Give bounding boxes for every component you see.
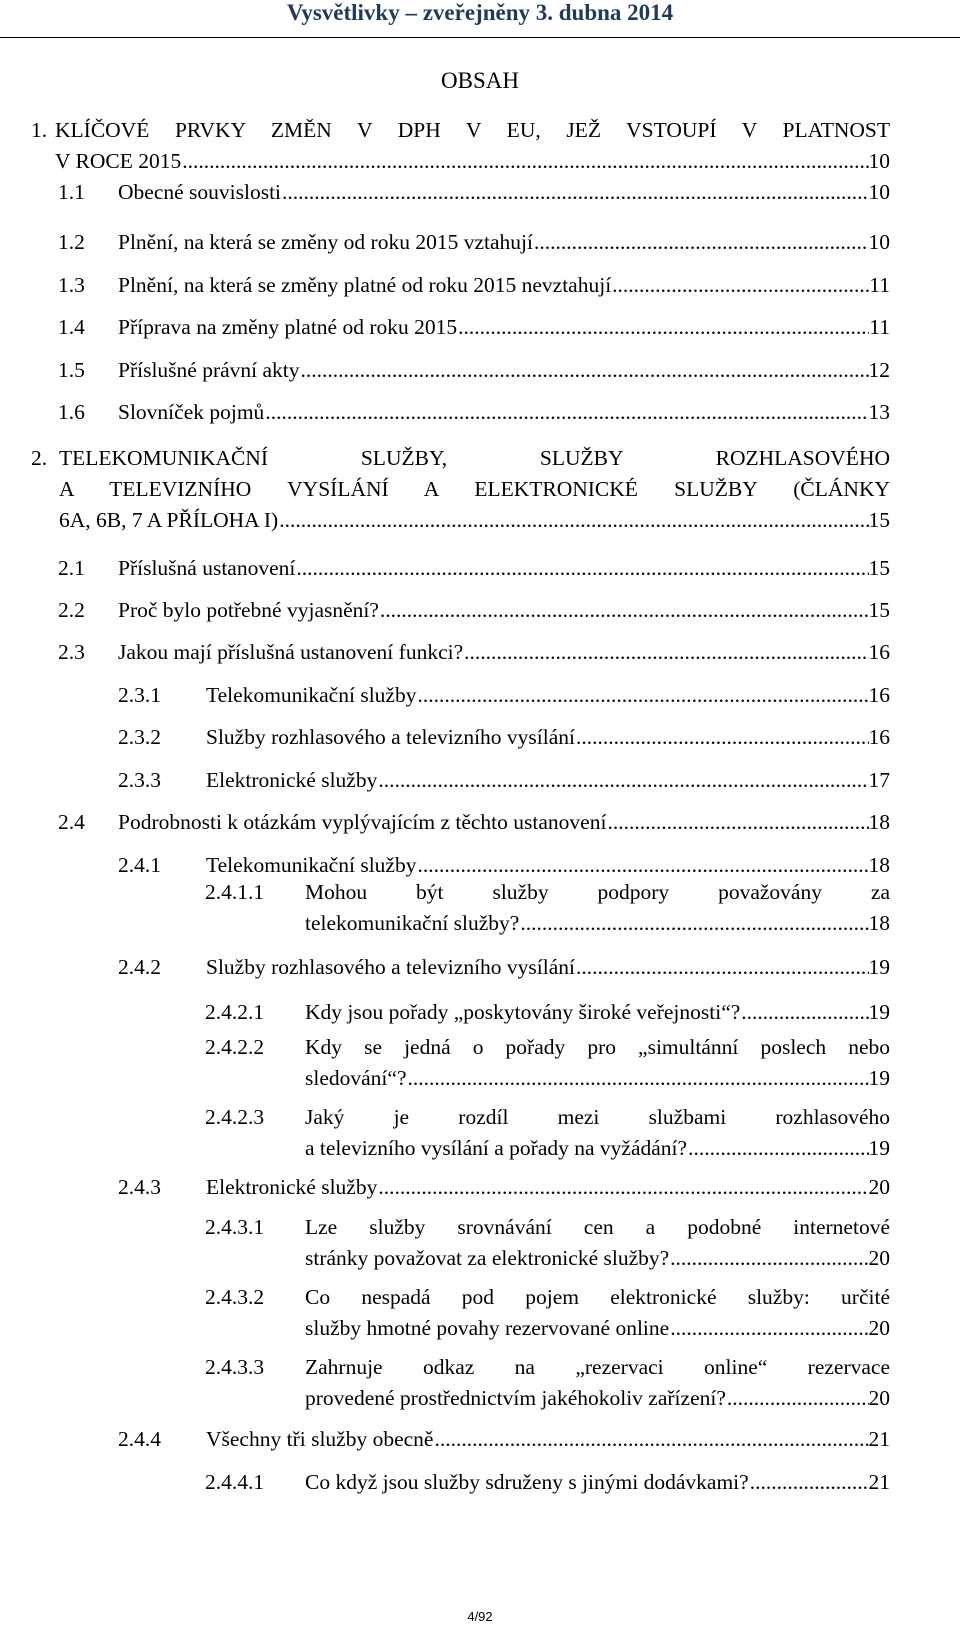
toc-entry-body (118, 807, 890, 838)
toc-page-number: 19 (868, 1136, 890, 1160)
toc-entry-number: 1.5 (58, 358, 85, 382)
toc-entry-last-line (206, 765, 890, 796)
toc-entry[interactable] (58, 637, 890, 668)
toc-entry-title: Služby rozhlasového a televizního vysílání (206, 725, 575, 749)
toc-entry-last-line (305, 1243, 890, 1274)
toc-entry-title: stránky považovat za elektronické služby? (305, 1246, 670, 1270)
toc-page-number: 20 (868, 1316, 890, 1340)
toc-entry[interactable] (31, 443, 890, 536)
toc-entry-last-line (118, 553, 890, 584)
toc-entry-body (118, 312, 890, 343)
toc-entry[interactable] (58, 355, 890, 386)
toc-dot-leader (416, 680, 868, 711)
toc-entry-body (118, 270, 890, 301)
toc-page-number: 11 (869, 273, 890, 297)
toc-entry-body (118, 397, 890, 428)
toc-entry-last-line (305, 908, 890, 939)
toc-entry-number: 2.4.3.3 (205, 1355, 265, 1379)
toc-entry-number: 1.3 (58, 273, 85, 297)
toc-dot-leader (407, 1063, 869, 1094)
toc-entry-number: 2.4.2 (118, 955, 161, 979)
toc-entry[interactable] (58, 177, 890, 208)
toc-dot-leader (611, 270, 869, 301)
toc-entry-title: Proč bylo potřebné vyjasnění? (118, 598, 379, 622)
toc-entry-title: Kdy jsou pořady „poskytovány široké veřejnosti“? (305, 1000, 741, 1024)
toc-entry-number: 2.4.2.2 (205, 1035, 265, 1059)
toc-entry-body (305, 1212, 890, 1274)
toc-entry-body (305, 1102, 890, 1164)
toc-entry-last-line (305, 1063, 890, 1094)
toc-entry-body (118, 227, 890, 258)
toc-entry-last-line (206, 722, 890, 753)
toc-entry-title: Příslušné právní akty (118, 358, 300, 382)
toc-entry-number: 1. (31, 118, 48, 142)
toc-entry-last-line (206, 952, 890, 983)
toc-entry-number: 2.4.2.1 (205, 1000, 265, 1024)
toc-entry-number: 2.3.3 (118, 768, 161, 792)
toc-entry[interactable] (205, 1032, 890, 1094)
toc-entry-last-line (118, 227, 890, 258)
toc-entry-last-line (55, 146, 890, 177)
toc-entry-body (206, 680, 890, 711)
toc-entry-number: 2.3 (58, 640, 85, 664)
toc-entry-last-line (206, 1424, 890, 1455)
toc-entry-title: Podrobnosti k otázkám vyplývajícím z těchto ustanovení (118, 810, 607, 834)
toc-entry-body (305, 1467, 890, 1498)
toc-page-number: 20 (868, 1246, 890, 1270)
toc-entry-title: Jakou mají příslušná ustanovení funkci? (118, 640, 464, 664)
toc-entry-line: Lze služby srovnávání cen a podobné internetové (305, 1215, 890, 1239)
toc-entry-last-line (305, 1313, 890, 1344)
toc-page-number: 16 (868, 725, 890, 749)
toc-entry[interactable] (205, 1102, 890, 1164)
toc-entry-title: Obecné souvislosti (118, 180, 282, 204)
toc-entry-last-line (305, 997, 890, 1028)
toc-dot-leader (669, 1243, 868, 1274)
toc-entry-body (59, 443, 890, 536)
toc-page-number: 12 (868, 358, 890, 382)
toc-entry-body (305, 1032, 890, 1094)
toc-entry[interactable] (205, 997, 890, 1028)
toc-entry-last-line (305, 1133, 890, 1164)
toc-page-number: 18 (868, 810, 890, 834)
toc-entry-line: TELEKOMUNIKAČNÍ SLUŽBY, SLUŽBY ROZHLASOVÉHO (59, 446, 890, 470)
toc-dot-leader (687, 1133, 868, 1164)
toc-entry-body (305, 1352, 890, 1414)
toc-entry-body (118, 637, 890, 668)
toc-entry-body (206, 1172, 890, 1203)
toc-entry-last-line (118, 270, 890, 301)
toc-page-number: 15 (868, 556, 890, 580)
toc-page-number: 19 (868, 1000, 890, 1024)
toc-entry[interactable] (58, 397, 890, 428)
toc-page-number: 19 (868, 1066, 890, 1090)
toc-entry-body (305, 1282, 890, 1344)
toc-page-number: 19 (868, 955, 890, 979)
toc-entry[interactable] (58, 807, 890, 838)
toc-entry-title: Plnění, na která se změny od roku 2015 vztahují (118, 230, 533, 254)
toc-entry-line: Zahrnuje odkaz na „rezervaci online“ rezervace (305, 1355, 890, 1379)
toc-entry[interactable] (118, 952, 890, 983)
toc-entry-number: 1.2 (58, 230, 85, 254)
toc-page-number: 20 (868, 1175, 890, 1199)
toc-page-number: 20 (868, 1386, 890, 1410)
toc-entry-title: 6A, 6B, 7 A PŘÍLOHA I) (59, 508, 279, 532)
toc-entry-last-line (118, 177, 890, 208)
toc-dot-leader (519, 908, 868, 939)
toc-entry-title: V ROCE 2015 (55, 149, 182, 173)
toc-entry[interactable] (58, 270, 890, 301)
toc-entry-title: provedené prostřednictvím jakéhokoliv zařízení? (305, 1386, 726, 1410)
toc-page-number: 10 (868, 149, 890, 173)
toc-entry-last-line (118, 355, 890, 386)
toc-entry-line: Mohou být služby podpory považovány za (305, 880, 890, 904)
toc-entry-title: Elektronické služby (206, 1175, 378, 1199)
toc-dot-leader (377, 765, 868, 796)
toc-entry-last-line (118, 595, 890, 626)
toc-dot-leader (264, 397, 868, 428)
toc-dot-leader (379, 595, 869, 626)
toc-dot-leader (740, 997, 868, 1028)
toc-entry-title: telekomunikační služby? (305, 911, 520, 935)
toc-page-number: 15 (868, 598, 890, 622)
toc-entry-title: sledování“? (305, 1066, 407, 1090)
toc-dot-leader (181, 146, 868, 177)
toc-dot-leader (457, 312, 869, 343)
toc-page-number: 18 (868, 853, 890, 877)
toc-entry[interactable] (58, 595, 890, 626)
toc-entry-number: 2.4.1 (118, 853, 161, 877)
toc-entry-body (305, 877, 890, 939)
toc-entry-body (118, 595, 890, 626)
toc-entry-line: KLÍČOVÉ PRVKY ZMĚN V DPH V EU, JEŽ VSTOUPÍ V PLATNOST (55, 118, 890, 142)
toc-page-number: 10 (868, 230, 890, 254)
toc-entry-number: 2.3.1 (118, 683, 161, 707)
toc-entry-title: Co když jsou služby sdruženy s jinými dodávkami? (305, 1470, 749, 1494)
toc-entry-line: Kdy se jedná o pořady pro „simultánní poslech nebo (305, 1035, 890, 1059)
toc-entry-last-line (118, 637, 890, 668)
toc-entry-title: Plnění, na která se změny platné od roku 2015 nevztahují (118, 273, 612, 297)
toc-entry-number: 2.4.1.1 (205, 880, 265, 904)
toc-entry[interactable] (118, 722, 890, 753)
toc-entry-number: 2.4.3 (118, 1175, 161, 1199)
toc-dot-leader (377, 1172, 868, 1203)
toc-entry[interactable] (205, 1352, 890, 1414)
toc-page-number: 13 (868, 400, 890, 424)
toc-entry[interactable] (118, 1424, 890, 1455)
toc-entry[interactable] (58, 312, 890, 343)
toc-entry[interactable] (205, 1282, 890, 1344)
toc-entry-title: Všechny tři služby obecně (206, 1427, 434, 1451)
toc-entry[interactable] (58, 553, 890, 584)
toc-entry-title: a televizního vysílání a pořady na vyžádání? (305, 1136, 688, 1160)
toc-page-number: 21 (868, 1427, 890, 1451)
toc-dot-leader (606, 807, 868, 838)
toc-entry-body (118, 553, 890, 584)
toc-entry-title: Příslušná ustanovení (118, 556, 296, 580)
toc-entry-last-line (305, 1467, 890, 1498)
running-header: Vysvětlivky – zveřejněny 3. dubna 2014 (0, 0, 960, 38)
toc-entry-line: Co nespadá pod pojem elektronické služby: určité (305, 1285, 890, 1309)
toc-dot-leader (575, 952, 869, 983)
toc-entry-body (206, 1424, 890, 1455)
page-number: 4/92 (467, 1609, 493, 1624)
toc-entry[interactable] (118, 680, 890, 711)
toc-entry-last-line (118, 397, 890, 428)
toc-entry-last-line (206, 680, 890, 711)
toc-entry-last-line (59, 505, 890, 536)
toc-entry-number: 2. (31, 446, 48, 470)
toc-entry-line: Jaký je rozdíl mezi službami rozhlasového (305, 1105, 890, 1129)
toc-entry-number: 2.4.4.1 (205, 1470, 265, 1494)
toc-entry-number: 1.4 (58, 315, 85, 339)
toc-entry-title: Služby rozhlasového a televizního vysílání (206, 955, 575, 979)
toc-dot-leader (281, 177, 868, 208)
toc-entry-number: 2.4.3.1 (205, 1215, 265, 1239)
toc-entry-number: 2.1 (58, 556, 85, 580)
toc-entry-body (206, 765, 890, 796)
toc-entry-body (55, 115, 890, 177)
toc-entry-number: 2.2 (58, 598, 85, 622)
toc-page-number: 16 (868, 683, 890, 707)
toc-entry-title: Elektronické služby (206, 768, 378, 792)
toc-entry-title: služby hmotné povahy rezervované online (305, 1316, 670, 1340)
toc-entry-title: Slovníček pojmů (118, 400, 265, 424)
toc-entry-number: 2.4 (58, 810, 85, 834)
toc-entry-number: 2.4.2.3 (205, 1105, 265, 1129)
toc-entry-number: 2.4.3.2 (205, 1285, 265, 1309)
toc-title: OBSAH (441, 68, 519, 93)
toc-dot-leader (300, 355, 869, 386)
toc-page-number: 18 (868, 911, 890, 935)
toc-dot-leader (575, 722, 869, 753)
toc-entry-number: 1.1 (58, 180, 85, 204)
toc-dot-leader (669, 1313, 868, 1344)
toc-entry-body (118, 355, 890, 386)
toc-entry-body (118, 177, 890, 208)
toc-dot-leader (726, 1383, 869, 1414)
toc-dot-leader (295, 553, 868, 584)
toc-entry[interactable] (58, 227, 890, 258)
toc-entry[interactable] (118, 1172, 890, 1203)
toc-entry-title: Telekomunikační služby (206, 683, 417, 707)
toc-entry-body (305, 997, 890, 1028)
toc-dot-leader (533, 227, 869, 258)
toc-entry-line: A TELEVIZNÍHO VYSÍLÁNÍ A ELEKTRONICKÉ SLUŽBY (ČLÁNKY (59, 477, 890, 501)
toc-entry-last-line (118, 312, 890, 343)
toc-entry-number: 1.6 (58, 400, 85, 424)
toc-entry-title: Telekomunikační služby (206, 853, 417, 877)
toc-entry[interactable] (205, 877, 890, 939)
toc-page-number: 10 (868, 180, 890, 204)
toc-entry-body (206, 952, 890, 983)
toc-dot-leader (278, 505, 868, 536)
toc-entry-last-line (118, 807, 890, 838)
toc-dot-leader (463, 637, 868, 668)
toc-entry-number: 2.4.4 (118, 1427, 161, 1451)
toc-dot-leader (749, 1467, 869, 1498)
toc-page-number: 21 (868, 1470, 890, 1494)
toc-entry-last-line (206, 1172, 890, 1203)
toc-entry[interactable] (31, 115, 890, 177)
toc-entry[interactable] (205, 1467, 890, 1498)
toc-entry[interactable] (205, 1212, 890, 1274)
toc-page-number: 17 (868, 768, 890, 792)
toc-entry-number: 2.3.2 (118, 725, 161, 749)
toc-entry[interactable] (118, 765, 890, 796)
toc-page-number: 15 (868, 508, 890, 532)
toc-page-number: 16 (868, 640, 890, 664)
toc-dot-leader (433, 1424, 868, 1455)
toc-entry-body (206, 722, 890, 753)
toc-page-number: 11 (869, 315, 890, 339)
toc-entry-last-line (305, 1383, 890, 1414)
toc-entry-title: Příprava na změny platné od roku 2015 (118, 315, 458, 339)
